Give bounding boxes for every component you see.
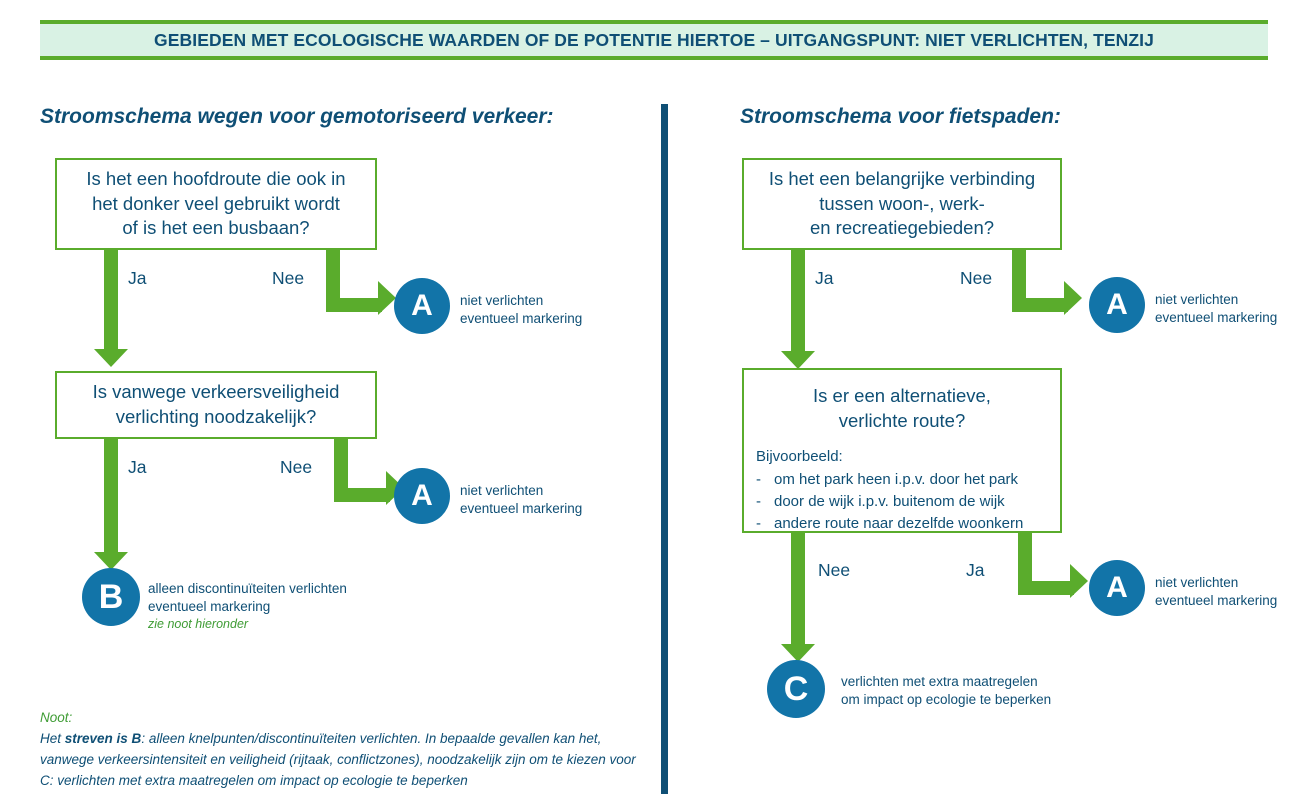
left-outcome-b-letter: B (98, 577, 124, 616)
right-q2-example-1: om het park heen i.p.v. door het park (774, 471, 1019, 489)
right-q1-yes-label: Ja (815, 268, 834, 288)
list-item (756, 469, 1048, 491)
list-item (756, 513, 1048, 535)
right-q2-line1: Is er een alternatieve, (813, 385, 991, 406)
right-q2-line2: verlichte route? (838, 409, 966, 431)
right-outcome-a2-circle (1089, 560, 1145, 616)
footnote-body (40, 729, 640, 792)
arrow-head-icon (781, 351, 815, 369)
arrow-segment-horizontal (334, 488, 390, 502)
footnote (40, 708, 640, 792)
column-divider (661, 104, 668, 794)
left-q2-yes-arrow (104, 439, 118, 553)
left-outcome-a1-line2: eventueel markering (460, 311, 583, 327)
right-outcome-a2-line2: eventueel markering (1155, 593, 1278, 609)
left-outcome-a2-line2: eventueel markering (460, 501, 583, 517)
right-q1-yes-arrow (791, 250, 805, 352)
left-q1-yes-label: Ja (128, 268, 147, 288)
arrow-segment-horizontal (1012, 298, 1068, 312)
right-outcome-c-letter: C (783, 669, 809, 708)
right-q1-line3: en recreatiegebieden? (809, 217, 995, 239)
right-q1-line1: Is het een belangrijke verbinding (768, 168, 1036, 190)
left-q2-no-label: Nee (280, 457, 313, 477)
right-q2-no-label: Nee (818, 560, 851, 580)
footnote-heading: Noot: (40, 710, 73, 725)
left-q1-no-label: Nee (272, 268, 305, 288)
footnote-part1: Het (40, 730, 65, 746)
list-item (756, 491, 1048, 513)
left-q2-line2: verlichting noodzakelijk? (115, 406, 317, 427)
dash-icon: - (756, 492, 761, 510)
left-q1-line2: het donker veel gebruikt wordt (92, 192, 340, 214)
left-q1-line3: of is het een busbaan? (122, 217, 310, 239)
left-outcome-a1-letter: A (411, 289, 433, 322)
right-q2-example-3: andere route naar dezelfde woonkern (774, 514, 1024, 532)
right-outcome-a2-letter: A (1106, 571, 1128, 604)
right-outcome-c-text (841, 673, 1051, 709)
right-outcome-c-circle (767, 660, 825, 718)
left-question-1-box (55, 158, 377, 250)
footnote-part2: : alleen knelpunten/discontinuïteiten verlichten. In bepaalde gevallen kan het, vanwege verkeersintensiteit en veiligheid (rijtaak, conflictzones), noodzakelijk zijn om te kiezen voor C: verlichten met extra maatregelen om impact op ecologie te beperken (40, 730, 636, 788)
right-outcome-a2-line1: niet verlichten (1155, 575, 1239, 590)
left-outcome-a1-line1: niet verlichten (460, 293, 544, 308)
right-outcome-a1-letter: A (1106, 288, 1128, 321)
left-outcome-a1-circle (394, 278, 450, 334)
right-q1-no-label: Nee (960, 268, 993, 288)
arrow-head-icon (1070, 564, 1088, 598)
left-outcome-a2-text (460, 482, 582, 518)
left-outcome-b-line3: zie noot hieronder (148, 617, 249, 632)
dash-icon: - (756, 471, 761, 489)
arrow-head-icon (94, 349, 128, 367)
left-q2-line1: Is vanwege verkeersveiligheid (92, 381, 340, 403)
left-outcome-b-line2: eventueel markering (148, 599, 271, 615)
left-outcome-b-text (148, 580, 347, 633)
arrow-segment-horizontal (326, 298, 382, 312)
right-outcome-a2-text (1155, 574, 1277, 610)
right-column-title: Stroomschema voor fietspaden: (740, 105, 1061, 128)
left-outcome-a2-letter: A (411, 479, 433, 512)
arrow-head-icon (1064, 281, 1082, 315)
left-outcome-b-circle (82, 568, 140, 626)
banner-title: GEBIEDEN MET ECOLOGISCHE WAARDEN OF DE POTENTIE HIERTOE – UITGANGSPUNT: NIET VERLICHTEN, TENZIJ (154, 29, 1154, 50)
header-banner (40, 20, 1268, 60)
left-question-2-box (55, 371, 377, 439)
arrow-segment-horizontal (1018, 581, 1074, 595)
left-q1-yes-arrow (104, 250, 118, 350)
left-column-title: Stroomschema wegen voor gemotoriseerd verkeer: (40, 105, 554, 128)
right-q2-example-2: door de wijk i.p.v. buitenom de wijk (774, 492, 1005, 510)
right-outcome-a1-text (1155, 291, 1277, 327)
right-outcome-a1-line1: niet verlichten (1155, 292, 1239, 307)
left-outcome-a2-line1: niet verlichten (460, 483, 544, 498)
right-outcome-a1-circle (1089, 277, 1145, 333)
right-outcome-a1-line2: eventueel markering (1155, 310, 1278, 326)
right-q2-no-arrow (791, 533, 805, 645)
right-q2-yes-arrow (1018, 533, 1098, 605)
right-outcome-c-line1: verlichten met extra maatregelen (841, 674, 1038, 689)
footnote-bold: streven is B (64, 730, 142, 746)
left-outcome-b-line1: alleen discontinuïteiten verlichten (148, 581, 347, 596)
left-outcome-a2-circle (394, 468, 450, 524)
left-outcome-a1-text (460, 292, 582, 328)
left-q1-line1: Is het een hoofdroute die ook in (86, 168, 346, 190)
right-outcome-c-line2: om impact op ecologie te beperken (841, 692, 1052, 708)
right-question-2-box (742, 368, 1062, 533)
left-q2-yes-label: Ja (128, 457, 147, 477)
right-q1-line2: tussen woon-, werk- (819, 192, 985, 214)
right-q2-yes-label: Ja (966, 560, 985, 580)
right-q2-example-label: Bijvoorbeeld: (756, 448, 843, 466)
right-q1-no-arrow (1012, 250, 1092, 322)
right-q2-example-list (756, 469, 1048, 534)
right-question-1-box (742, 158, 1062, 250)
dash-icon: - (756, 514, 761, 532)
